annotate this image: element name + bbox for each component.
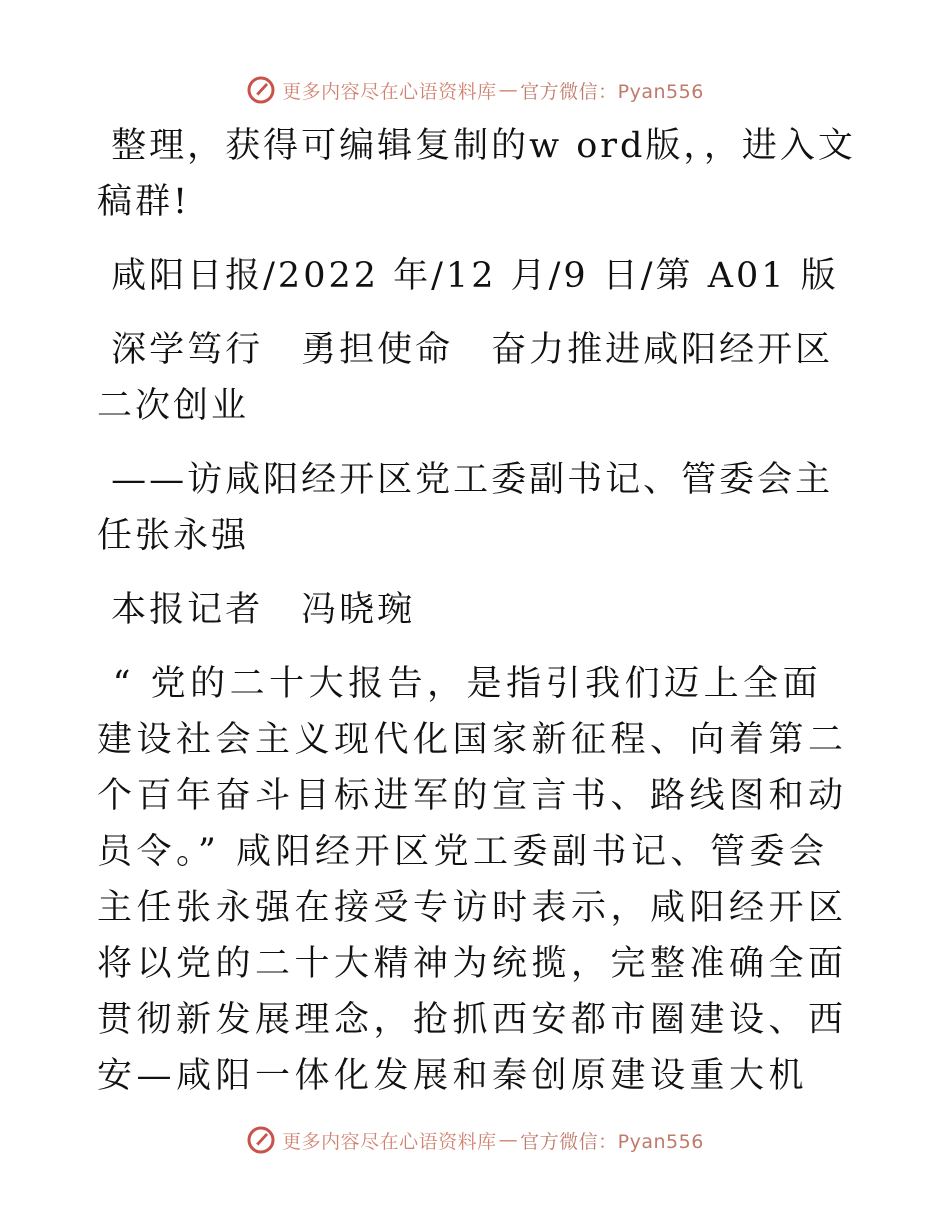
document-body <box>97 118 857 1122</box>
body-paragraph: “ 党的二十大报告，是指引我们迈上全面建设社会主义现代化国家新征程、向着第二个百年奋斗目标进军的宣言书、路线图和动员令。” 咸阳经开区党工委副书记、管委会主任张永强在接受专访时表示，咸阳经开区将以党的二十大精神为统揽，完整准确全面贯彻新发展理念，抢抓西安都市圈建设、西安—咸阳一体化发展和秦创原建设重大机 <box>97 664 848 1096</box>
watermark-dash: — <box>498 79 519 101</box>
byline: 本报记者 冯晓琬 <box>97 590 416 630</box>
article-title: 深学笃行 勇担使命 奋力推进咸阳经开区二次创业 <box>97 330 834 426</box>
watermark-main-text: 更多内容尽在心语资料库 <box>282 1130 497 1153</box>
quill-seal-icon <box>246 75 276 105</box>
intro-note: 整理，获得可编辑复制的w ord版，，进入文稿群! <box>97 126 856 222</box>
watermark-contact: 官方微信：Pyan556 <box>520 1130 704 1153</box>
footer-watermark <box>0 1120 950 1160</box>
watermark-main-text: 更多内容尽在心语资料库 <box>282 80 497 103</box>
watermark-dash: — <box>498 1129 519 1151</box>
publication-line: 咸阳日报/2022 年/12 月/9 日/第 A01 版 <box>97 256 839 296</box>
quill-seal-icon <box>246 1125 276 1155</box>
header-watermark <box>0 70 950 110</box>
watermark-contact: 官方微信：Pyan556 <box>520 80 704 103</box>
article-subtitle: ——访咸阳经开区党工委副书记、管委会主任张永强 <box>97 460 834 556</box>
